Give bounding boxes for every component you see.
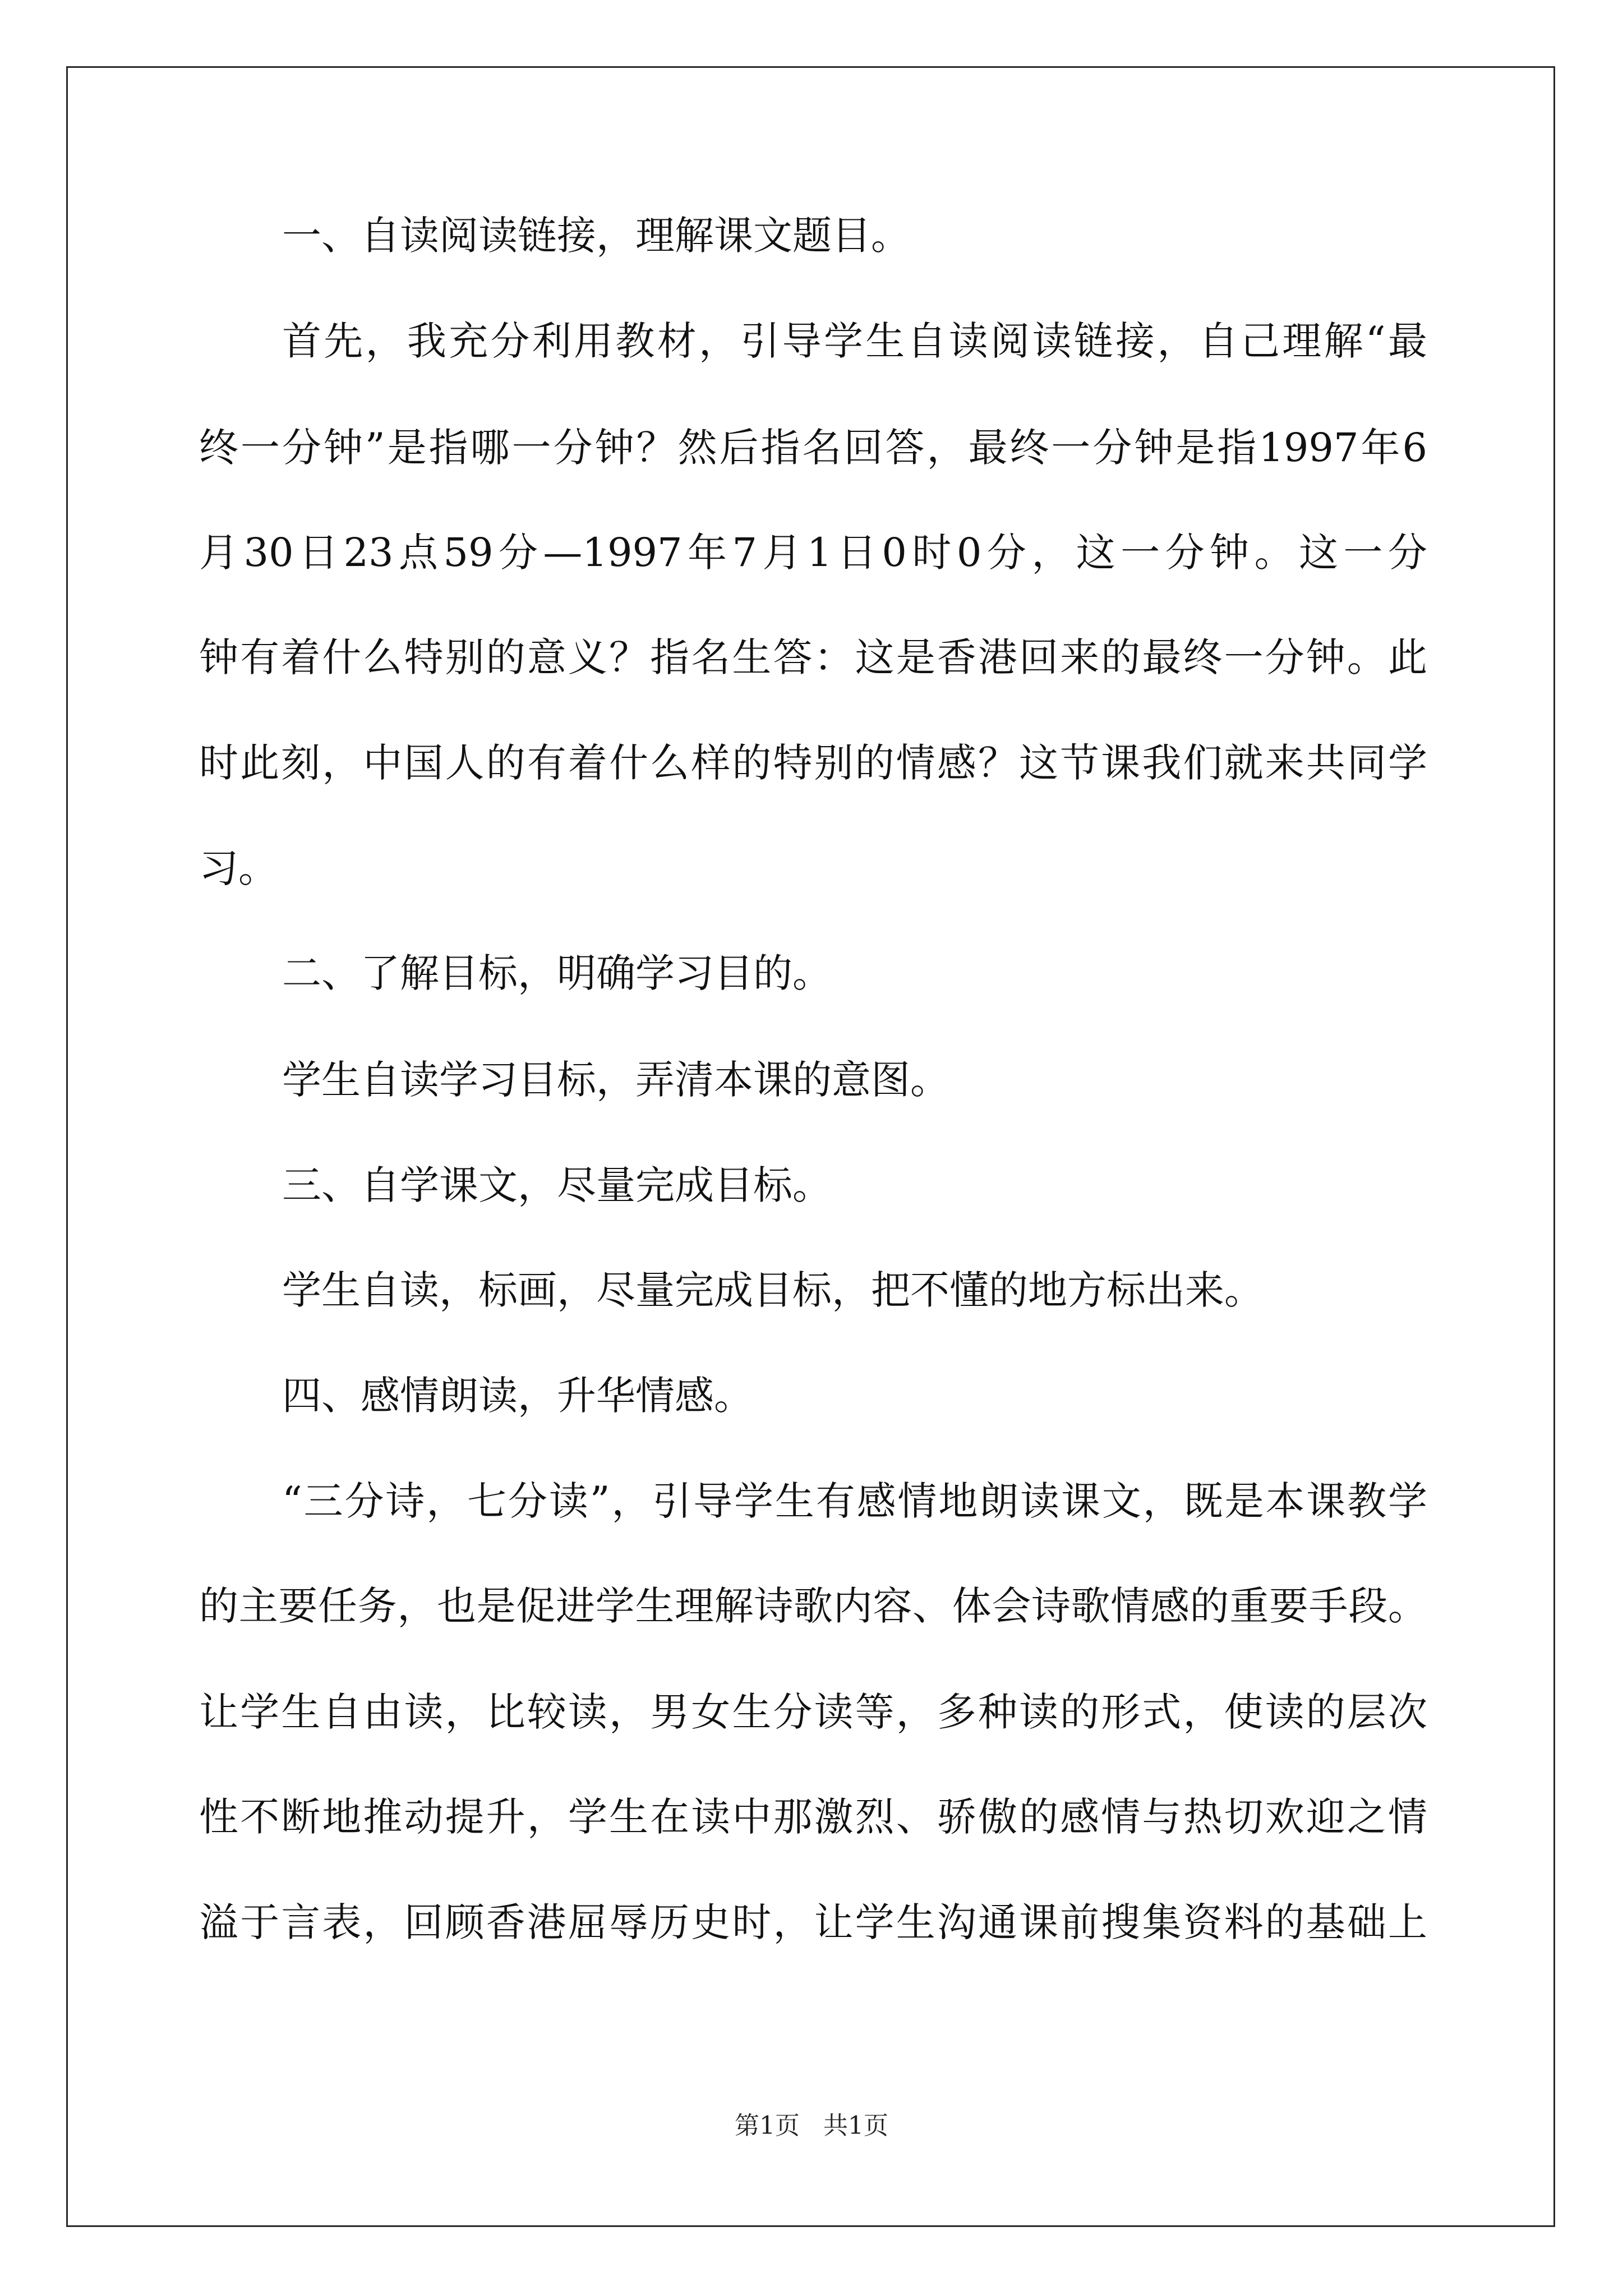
paragraph-line: 时此刻，中国人的有着什么样的特别的情感？这节课我们就来共同学 [199,740,1427,786]
paragraph-line: 钟有着什么特别的意义？指名生答：这是香港回来的最终一分钟。此 [199,634,1427,680]
paragraph-line: 溢于言表，回顾香港屈辱历史时，让学生沟通课前搜集资料的基础上 [199,1899,1427,1945]
paragraph-line: 月30日23点59分—1997年7月1日0时0分，这一分钟。这一分 [199,530,1427,576]
paragraph-line: “三分诗，七分读”，引导学生有感情地朗读课文，既是本课教学 [282,1478,1427,1524]
heading-1: 一、自读阅读链接，理解课文题目。 [282,213,910,259]
paragraph-line: 学生自读学习目标，弄清本课的意图。 [282,1057,949,1103]
heading-3: 三、自学课文，尽量完成目标。 [282,1162,832,1208]
page-number-footer: 第1页 共1页 [735,2111,888,2140]
heading-2: 二、了解目标，明确学习目的。 [282,950,832,996]
paragraph-line: 终一分钟”是指哪一分钟？然后指名回答，最终一分钟是指1997年6 [199,425,1427,471]
paragraph-line: 让学生自由读，比较读，男女生分读等，多种读的形式，使读的层次 [199,1689,1427,1735]
paragraph-line: 的主要任务，也是促进学生理解诗歌内容、体会诗歌情感的重要手段。 [199,1583,1427,1629]
paragraph-line: 性不断地推动提升，学生在读中那激烈、骄傲的感情与热切欢迎之情 [199,1794,1427,1840]
paragraph-line: 学生自读，标画，尽量完成目标，把不懂的地方标出来。 [282,1267,1264,1313]
paragraph-line: 习。 [199,845,278,891]
heading-4: 四、感情朗读，升华情感。 [282,1373,753,1419]
paragraph-line: 首先，我充分利用教材，引导学生自读阅读链接，自己理解“最 [282,318,1427,364]
